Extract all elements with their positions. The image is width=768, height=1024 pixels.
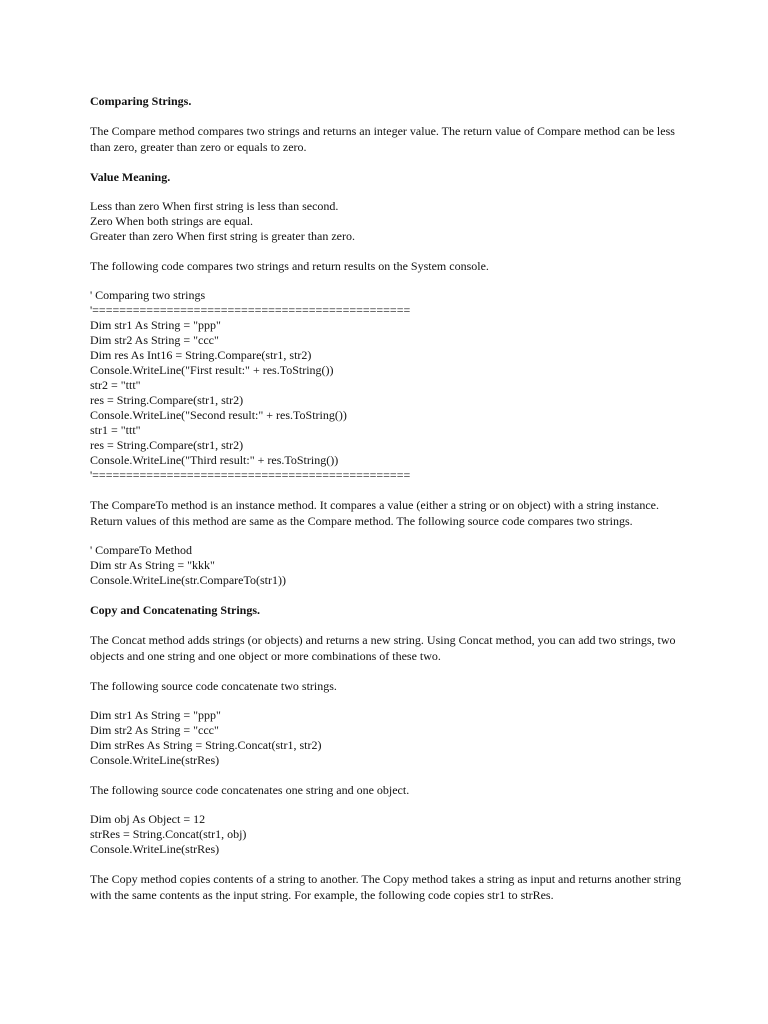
code-line: Console.WriteLine(str.CompareTo(str1))	[90, 573, 286, 587]
code-line: Console.WriteLine("Second result:" + res.ToString())	[90, 408, 347, 422]
code-line: Console.WriteLine("First result:" + res.ToString())	[90, 363, 334, 377]
code-line: Dim str As String = "kkk"	[90, 558, 215, 572]
code-line: ' CompareTo Method	[90, 543, 192, 557]
value-line: Greater than zero When first string is greater than zero.	[90, 229, 355, 243]
document-content	[90, 93, 690, 903]
code-line: Dim str1 As String = "ppp"	[90, 708, 221, 722]
paragraph-compareto: The CompareTo method is an instance method. It compares a value (either a string or on object) with a string instance. Return values of this method are same as the Compare method. The following source code compares two strings.	[90, 498, 659, 528]
code-line: Dim obj As Object = 12	[90, 812, 206, 826]
value-line: Less than zero When first string is less than second.	[90, 199, 339, 213]
code-line: Console.WriteLine(strRes)	[90, 753, 220, 767]
code-block-compare	[90, 288, 690, 483]
code-block-concat-two	[90, 708, 690, 768]
paragraph-concat-two: The following source code concatenate two strings.	[90, 679, 337, 693]
heading-comparing-strings: Comparing Strings.	[90, 94, 192, 108]
code-line: '===============================================	[90, 303, 411, 317]
code-line: Dim res As Int16 = String.Compare(str1, str2)	[90, 348, 312, 362]
code-line: Console.WriteLine("Third result:" + res.ToString())	[90, 453, 339, 467]
code-line: res = String.Compare(str1, str2)	[90, 393, 244, 407]
heading-value-meaning: Value Meaning.	[90, 170, 171, 184]
paragraph-following-compare: The following code compares two strings and return results on the System console.	[90, 259, 489, 273]
paragraph-copy-method: The Copy method copies contents of a string to another. The Copy method takes a string as input and returns another string with the same contents as the input string. For example, the following code copies str1 to strRes.	[90, 872, 681, 902]
code-line: Console.WriteLine(strRes)	[90, 842, 220, 856]
code-line: ' Comparing two strings	[90, 288, 206, 302]
code-line: str2 = "ttt"	[90, 378, 141, 392]
paragraph-compare-method: The Compare method compares two strings and returns an integer value. The return value of Compare method can be less than zero, greater than zero or equals to zero.	[90, 124, 675, 154]
code-line: '===============================================	[90, 468, 411, 482]
code-line: res = String.Compare(str1, str2)	[90, 438, 244, 452]
heading-copy-concatenating: Copy and Concatenating Strings.	[90, 603, 261, 617]
paragraph-concat-method: The Concat method adds strings (or objects) and returns a new string. Using Concat method, you can add two strings, two objects and one string and one object or more combinations of these two.	[90, 633, 676, 663]
code-block-concat-object	[90, 812, 690, 857]
value-line: Zero When both strings are equal.	[90, 214, 254, 228]
code-block-compareto	[90, 543, 690, 588]
code-line: Dim str2 As String = "ccc"	[90, 333, 219, 347]
code-line: Dim str2 As String = "ccc"	[90, 723, 219, 737]
code-line: Dim strRes As String = String.Concat(str1, str2)	[90, 738, 322, 752]
code-line: str1 = "ttt"	[90, 423, 141, 437]
code-line: strRes = String.Concat(str1, obj)	[90, 827, 247, 841]
code-line: Dim str1 As String = "ppp"	[90, 318, 221, 332]
paragraph-concat-object: The following source code concatenates one string and one object.	[90, 783, 410, 797]
